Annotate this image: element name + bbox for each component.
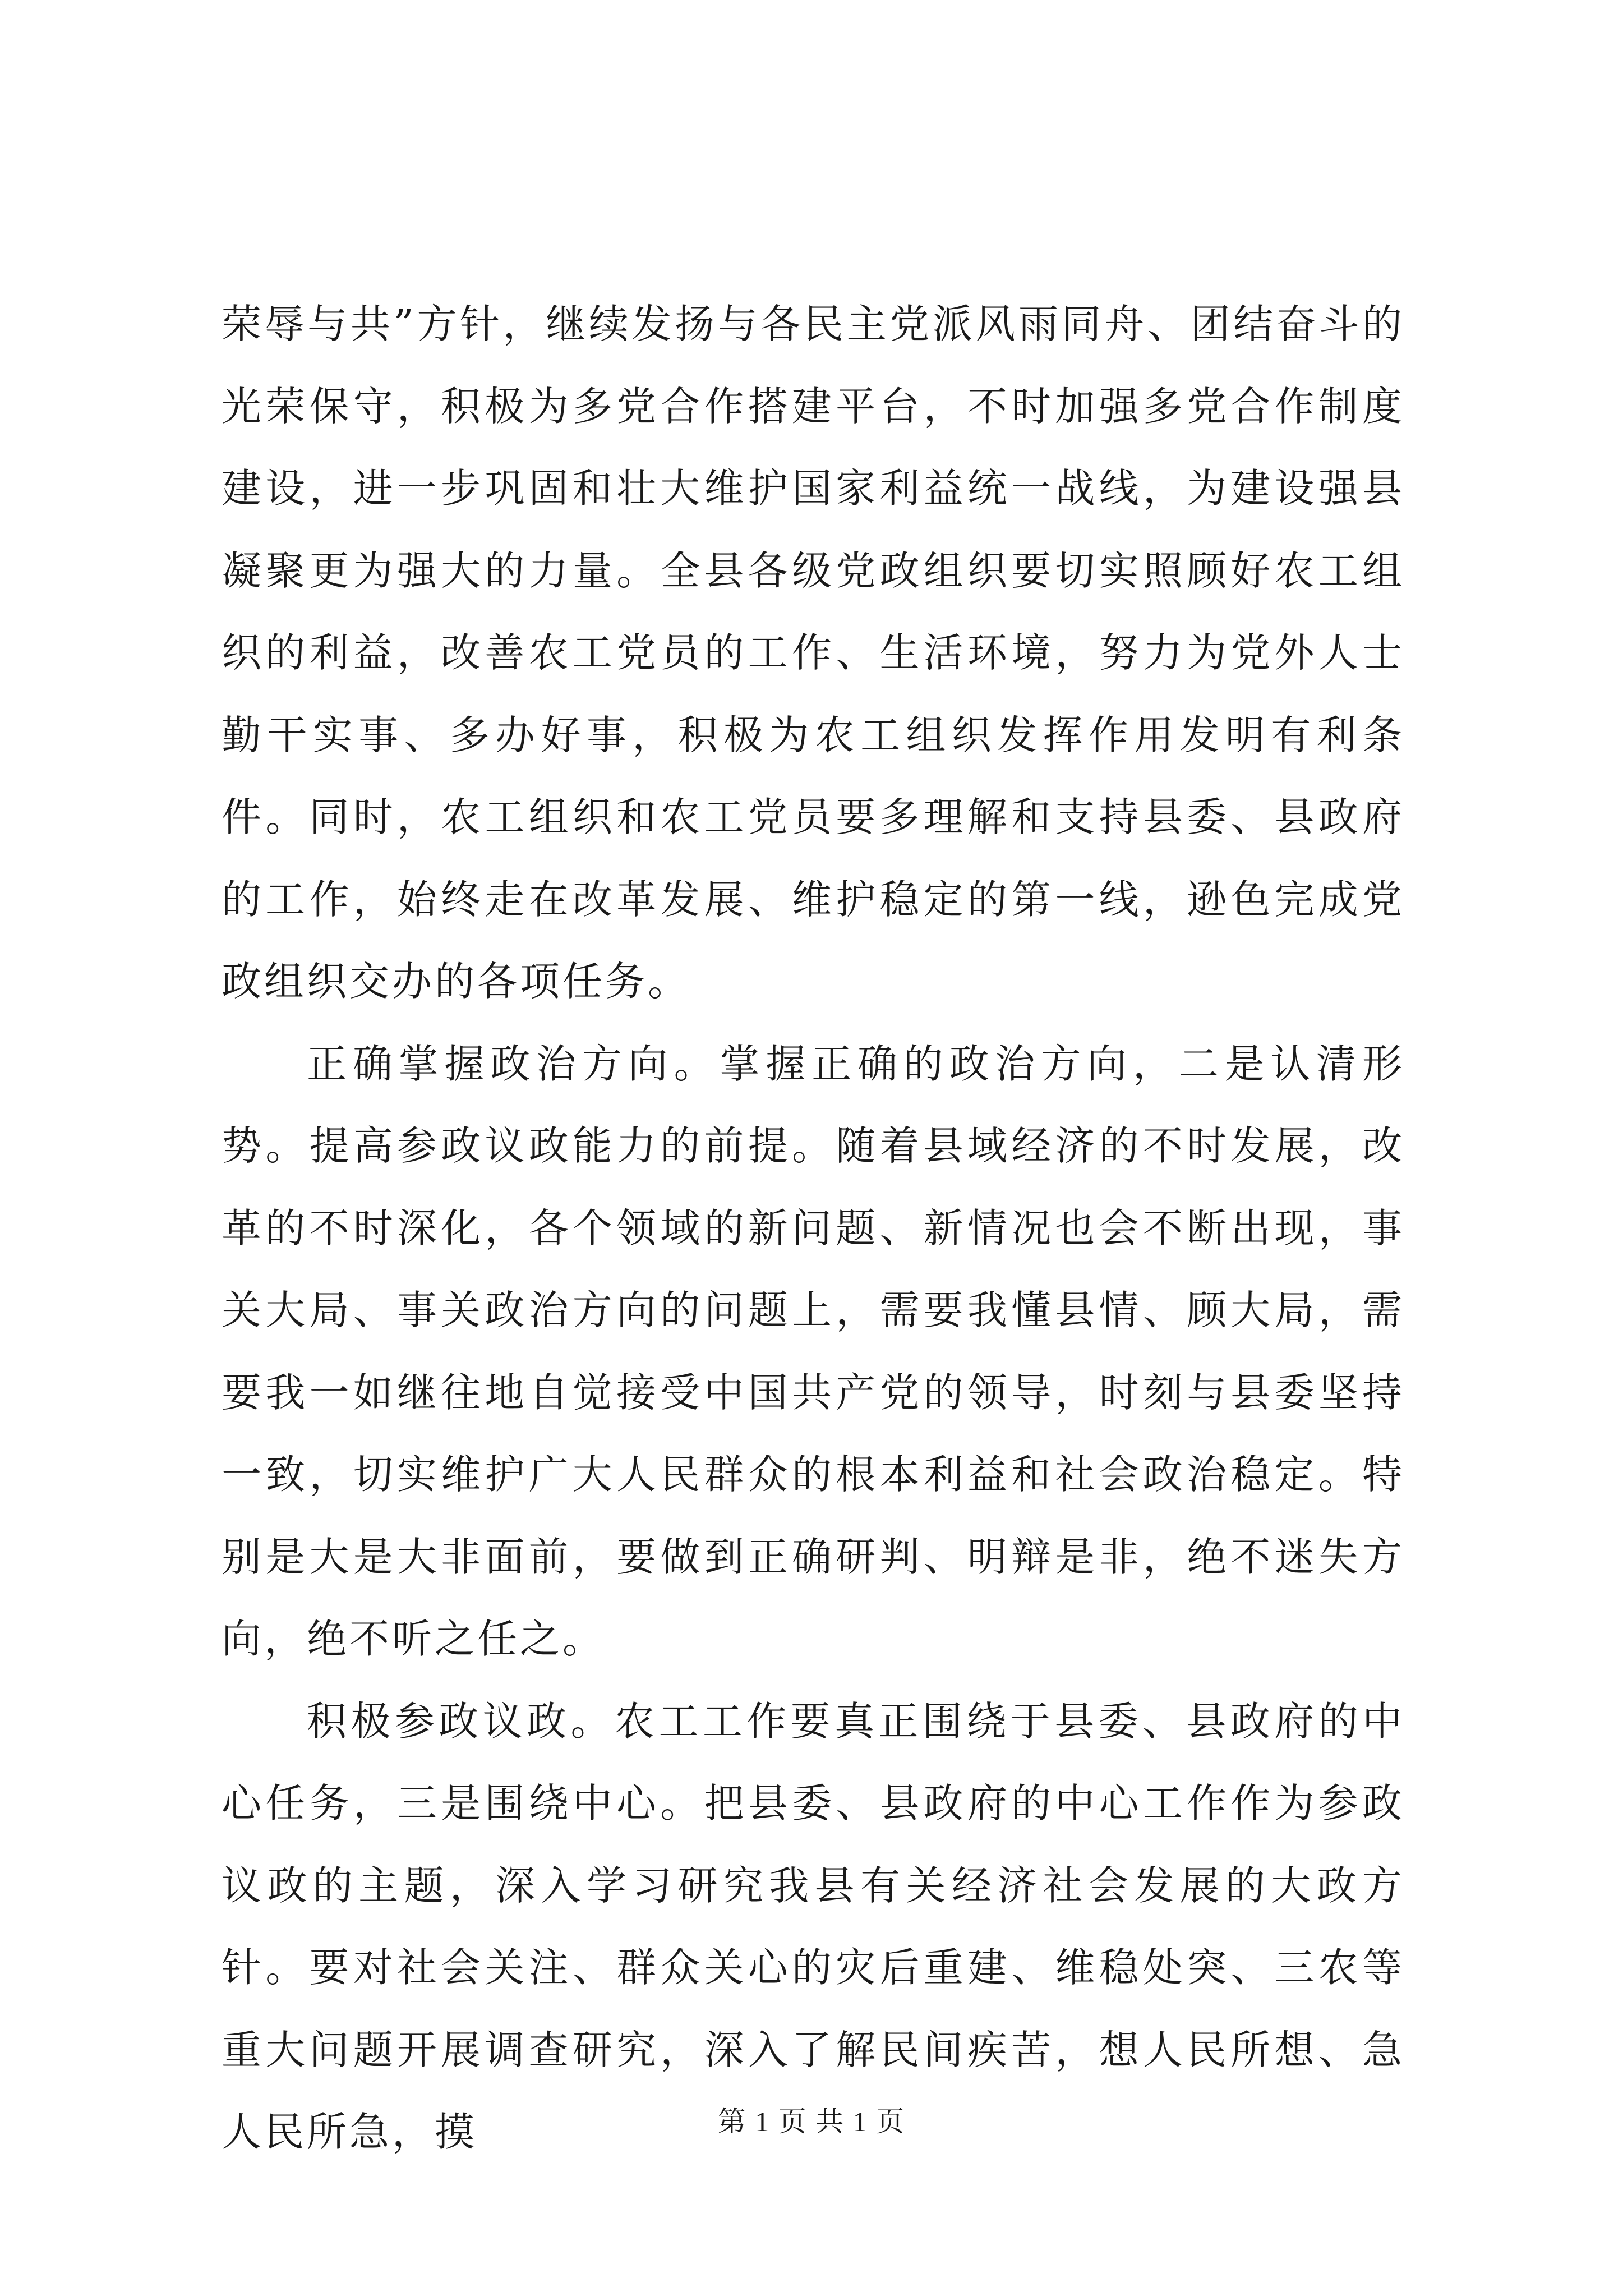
paragraph-3: 积极参政议政。农工工作要真正围绕于县委、县政府的中心任务，三是围绕中心。把县委、县政府的中心工作作为参政议政的主题，深入学习研究我县有关经济社会发展的大政方针。要对社会关注、群众关心的灾后重建、维稳处突、三农等重大问题开展调查研究，深入了解民间疾苦，想人民所想、急人民所急，摸 (222, 1697, 1405, 2155)
page-footer: 第 1 页 共 1 页 (717, 2106, 906, 2137)
document-body (222, 283, 1405, 2174)
paragraph-1: 荣辱与共”方针，继续发扬与各民主党派风雨同舟、团结奋斗的光荣保守，积极为多党合作搭建平台，不时加强多党合作制度建设，进一步巩固和壮大维护国家利益统一战线，为建设强县凝聚更为强大的力量。全县各级党政组织要切实照顾好农工组织的利益，改善农工党员的工作、生活环境，努力为党外人士勤干实事、多办好事，积极为农工组织发挥作用发明有利条件。同时，农工组织和农工党员要多理解和支持县委、县政府的工作，始终走在改革发展、维护稳定的第一线，逊色完成党政组织交办的各项任务。 (222, 301, 1405, 1005)
paragraph-2: 正确掌握政治方向。掌握正确的政治方向，二是认清形势。提高参政议政能力的前提。随着县域经济的不时发展，改革的不时深化，各个领域的新问题、新情况也会不断出现，事关大局、事关政治方向的问题上，需要我懂县情、顾大局，需要我一如继往地自觉接受中国共产党的领导，时刻与县委坚持一致，切实维护广大人民群众的根本利益和社会政治稳定。特别是大是大非面前，要做到正确研判、明辩是非，绝不迷失方向，绝不听之任之。 (222, 1040, 1405, 1662)
